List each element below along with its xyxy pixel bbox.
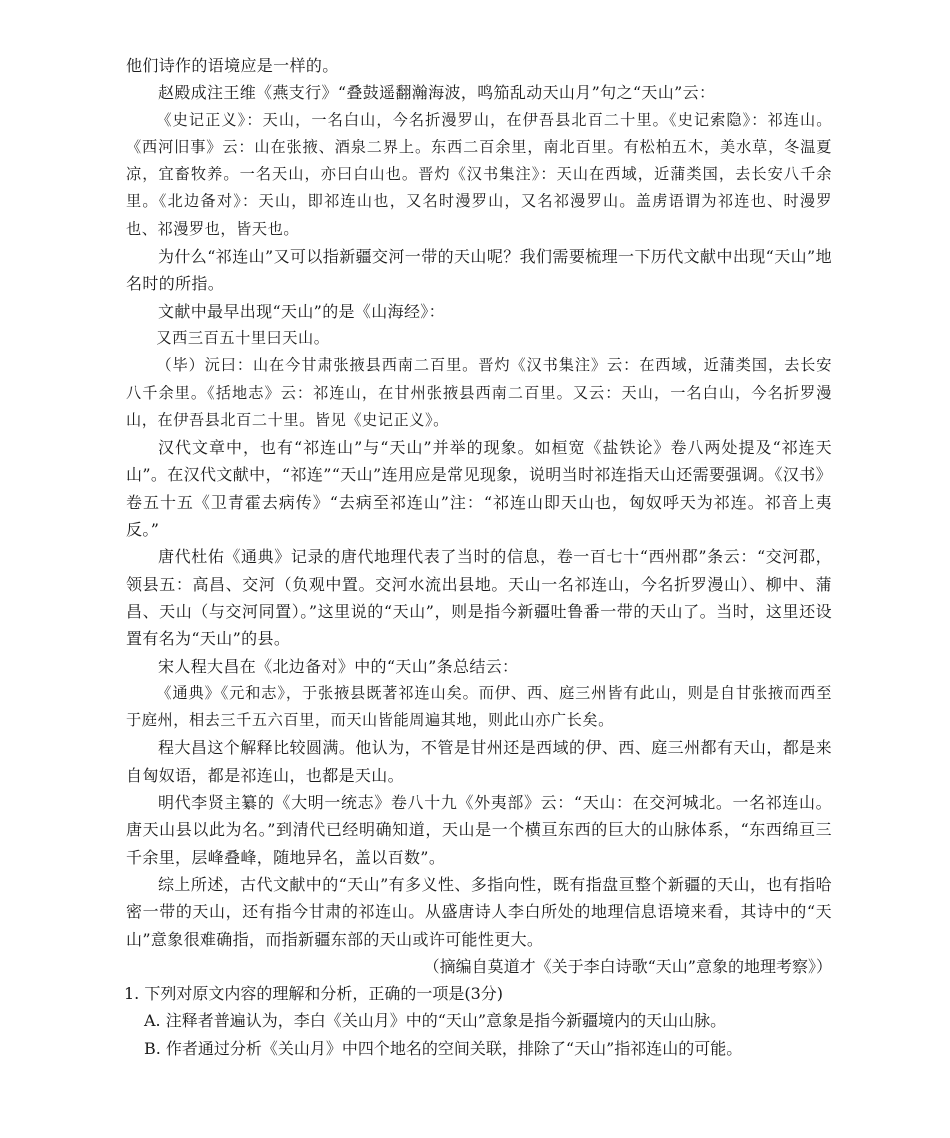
option-b[interactable]: B. 作者通过分析《关山月》中四个地名的空间关联，排除了“天山”指祁连山的可能。 [144,1038,743,1058]
question-stem: 1. 下列对原文内容的理解和分析，正确的一项是(3分) [124,984,504,1004]
document-page [126,52,832,1062]
paragraph: 综上所述，古代文献中的“天山”有多义性、多指向性，既有指盘亘整个新疆的天山，也有指哈密一带的天山，还有指今甘肃的祁连山。从盛唐诗人李白所处的地理信息语境来看，其诗中的“天山”意象很难确指，而指新疆东部的天山或许可能性更大。 [126,874,832,949]
quotation-block: 又西三百五十里曰天山。 [156,328,330,347]
paragraph: 他们诗作的语境应是一样的。 [126,56,339,75]
quotation-block: 《通典》《元和志》，于张掖县既著祁连山矣。而伊、西、庭三州皆有此山，则是自甘张掖而西至于庭州，相去三千五六百里，而天山皆能周遍其地，则此山亦广长矣。 [126,683,832,730]
paragraph: 唐代杜佑《通典》记录的唐代地理代表了当时的信息，卷一百七十“西州郡”条云：“交河郡，领县五：高昌、交河（负观中置。交河水流出县地。天山一名祁连山，今名折罗漫山）、柳中、蒲昌、天山（与交河同置）。”这里说的“天山”，则是指今新疆吐鲁番一带的天山了。当时，这里还设置有名为“天山”的县。 [126,547,832,649]
paragraph: 文献中最早出现“天山”的是《山海经》： [158,301,446,321]
quotation-block: （毕）沅曰：山在今甘肃张掖县西南二百里。晋灼《汉书集注》云：在西域，近蒲类国，去长安八千余里。《括地志》云：祁连山，在甘州张掖县西南二百里。又云：天山，一名白山，今名折罗漫山，在伊吾县北百二十里。皆见《史记正义》。 [126,356,832,429]
source-citation: （摘编自莫道才《关于李白诗歌“天山”意象的地理考察》） [423,956,832,976]
paragraph: 为什么“祁连山”又可以指新疆交河一带的天山呢？我们需要梳理一下历代文献中出现“天山”地名时的所指。 [126,247,832,294]
paragraph: 明代李贤主纂的《大明一统志》卷八十九《外夷部》云：“天山：在交河城北。一名祁连山。唐天山县以此为名。”到清代已经明确知道，天山是一个横亘东西的巨大的山脉体系，“东西绵亘三千余里，层峰叠峰，随地异名，盖以百数”。 [126,793,832,867]
paragraph: 汉代文章中，也有“祁连山”与“天山”并举的现象。如桓宽《盐铁论》卷八两处提及“祁连天山”。在汉代文献中，“祁连”“天山”连用应是常见现象，说明当时祁连指天山还需要强调。《汉书》卷五十五《卫青霍去病传》“去病至祁连山”注：“祁连山即天山也，匈奴呼天为祁连。祁音上夷反。” [126,438,832,540]
paragraph: 赵殿成注王维《燕支行》“叠鼓遥翻瀚海波，鸣笳乱动天山月”句之“天山”云： [158,83,716,103]
question-block [126,980,832,1062]
paragraph: 宋人程大昌在《北边备对》中的“天山”条总结云： [158,656,519,676]
article-body [126,52,832,953]
paragraph: 程大昌这个解释比较圆满。他认为，不管是甘州还是西域的伊、西、庭三州都有天山，都是来自匈奴语，都是祁连山，也都是天山。 [126,738,832,785]
option-a[interactable]: A. 注释者普遍认为，李白《关山月》中的“天山”意象是指今新疆境内的天山山脉。 [144,1011,727,1031]
quotation-block: 《史记正义》：天山，一名白山，今名折漫罗山，在伊吾县北百二十里。《史记索隐》：祁连山。《西河旧事》云：山在张掖、酒泉二界上。东西二百余里，南北百里。有松柏五木，美水草，冬温夏凉，宜畜牧养。一名天山，亦曰白山也。晋灼《汉书集注》：天山在西域，近蒲类国，去长安八千余里。《北边备对》：天山，即祁连山也，又名时漫罗山，又名祁漫罗山。盖虏语谓为祁连也、时漫罗也、祁漫罗也，皆天也。 [126,110,832,238]
